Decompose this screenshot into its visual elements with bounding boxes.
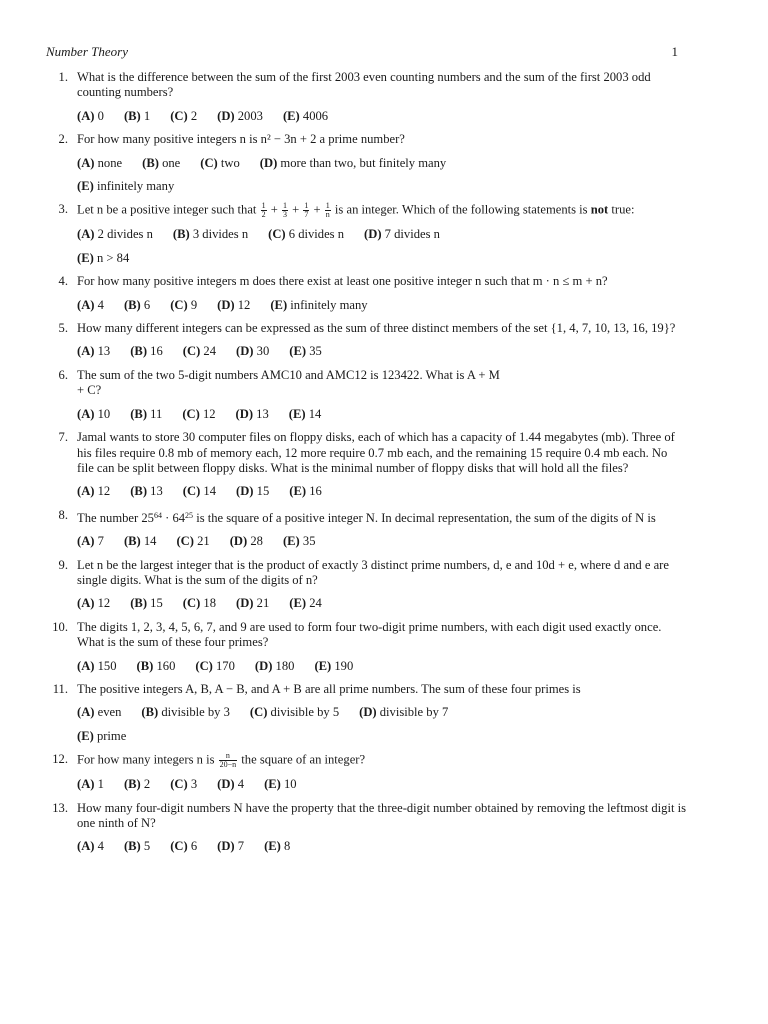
choice-letter: (D) [236,344,254,359]
choice-text: 12 [94,484,111,499]
choice-letter: (E) [289,344,307,359]
choice-text: 13 [94,344,111,359]
choice-row [77,179,686,194]
choice-text: 24 [306,596,322,611]
answer-choice [236,344,269,359]
fraction: $\frac{1}{n}$ [325,201,330,220]
problem [46,132,686,194]
answer-choice [359,705,448,720]
answer-choice [124,534,157,549]
choice-letter: (D) [217,297,235,312]
choice-text: 35 [299,534,316,549]
problem-text: The positive integers A, B, A − B, and A + B are all prime numbers. The sum of these four primes is [77,681,581,696]
answer-choice [141,705,230,720]
choice-row [77,777,686,792]
choice-letter: (E) [77,250,94,265]
answer-choice [77,484,110,499]
answer-choice [77,298,104,313]
choice-row [77,839,686,854]
answer-choice [260,156,446,171]
answer-choice [183,344,216,359]
problem-text: The digits 1, 2, 3, 4, 5, 6, 7, and 9 are used to form four two-digit prime numbers, with each digit used exactly once. What is the sum of these four primes? [77,619,662,650]
answer-choice [124,298,150,313]
problem [46,508,686,550]
answer-choice [170,777,197,792]
choice-letter: (D) [217,108,235,123]
choice-text: 10 [94,406,111,421]
choice-text: 13 [253,406,269,421]
choice-text: more than two, but finitely many [277,155,447,170]
problem-number: 10. [52,619,68,634]
choice-text: prime [93,728,127,743]
answer-choice [130,344,163,359]
problem-text: The number $25^{64} \cdot 64^{25}$ is the square of a positive integer N. In decimal representation, the sum of the digits of N is [77,510,656,525]
answer-choices [77,839,686,854]
answer-choice [137,659,176,674]
choice-row [77,251,686,266]
answer-choice [170,109,197,124]
answer-choice [217,298,250,313]
choice-text: 18 [200,596,217,611]
choice-letter: (B) [130,344,148,359]
choice-text: infinitely many [287,297,368,312]
answer-choice [130,484,163,499]
answer-choice [77,179,174,194]
fraction: $\frac{n}{20-n}$ [219,751,237,770]
problem-text: Let n be a positive integer such that $\frac{1}{2}$ + $\frac{1}{3}$ + $\frac{1}{7}$ + $\frac{1}{n}$ is an integer. Which of the following statements is not true: [77,201,635,220]
choice-text: 14 [140,534,157,549]
answer-choices [77,534,686,549]
fraction: $\frac{1}{7}$ [304,201,309,220]
problem-number: 5. [58,321,68,336]
problem-number: 1. [58,70,68,84]
answer-choice [264,839,290,854]
choice-text: two [217,155,240,170]
choice-text: 170 [212,658,235,673]
problem-text: For how many positive integers m does there exist at least one positive integer n such that m · n ≤ m + n? [77,274,608,289]
choice-letter: (B) [142,155,159,170]
answer-choice [289,344,322,359]
choice-row [77,109,686,124]
answer-choices [77,227,686,266]
problem-number: 3. [58,202,68,217]
choice-letter: (B) [172,227,190,242]
problem [46,274,686,313]
choice-text: 9 [187,297,198,312]
choice-text: 12 [94,596,111,611]
answer-choice [77,251,129,266]
choice-row [77,705,686,720]
answer-choice [130,407,162,422]
answer-choice [77,839,104,854]
choice-letter: (E) [77,728,94,743]
choice-letter: (E) [289,596,307,611]
choice-text: 0 [94,108,104,123]
answer-choice [283,109,328,124]
answer-choice [183,484,216,499]
problem-number: 12. [52,752,68,767]
choice-text: 6 divides n [285,227,345,242]
problem-text: What is the difference between the sum of the first 2003 even counting numbers and the sum of the first 2003 odd counting numbers? [77,70,651,100]
choice-text: divisible by 5 [267,705,340,720]
choice-text: 4006 [299,108,329,123]
answer-choices [77,596,686,611]
choice-letter: (E) [77,179,94,194]
answer-choice [77,109,104,124]
choice-letter: (D) [236,596,254,611]
choice-letter: (A) [77,484,95,499]
problem [46,558,686,612]
choice-text: 3 [187,777,198,792]
choice-text: 160 [153,658,176,673]
choice-letter: (E) [264,777,281,792]
answer-choice [217,109,263,124]
choice-letter: (C) [268,227,286,242]
choice-text: 13 [147,484,163,499]
choice-text: 7 [234,839,245,854]
choice-row [77,344,686,359]
problem-list [46,70,686,863]
problem [46,321,686,360]
choice-text: 2 [187,108,198,123]
choice-letter: (C) [200,155,218,170]
choice-letter: (C) [195,658,213,673]
choice-letter: (B) [123,777,141,792]
problem-number: 11. [52,681,68,696]
answer-choices [77,407,686,422]
problem [46,368,686,422]
choice-text: 4 [94,297,104,312]
choice-letter: (C) [182,406,200,421]
answer-choice [173,227,248,242]
problem-number: 2. [58,132,68,147]
choice-text: divisible by 7 [376,705,449,720]
choice-text: 150 [94,658,117,673]
answer-choices [77,156,686,195]
choice-text: 21 [193,534,210,549]
problem [46,620,686,674]
problem-text: The sum of the two 5-digit numbers AMC10 and AMC12 is 123422. What is A + M + C? [77,367,500,398]
choice-text: 16 [147,344,163,359]
choice-letter: (E) [270,297,288,312]
answer-choice [77,777,104,792]
choice-row [77,729,686,744]
choice-text: 14 [305,406,322,421]
answer-choice [176,534,209,549]
choice-letter: (C) [176,534,194,549]
choice-text: 15 [253,484,270,499]
choice-text: none [94,155,123,170]
answer-choice [130,596,163,611]
answer-choices [77,298,686,313]
answer-choices [77,705,686,744]
answer-choice [195,659,235,674]
answer-choice [217,839,244,854]
problem-number: 13. [52,800,68,815]
choice-letter: (C) [170,297,188,312]
choice-text: even [94,705,122,720]
choice-letter: (D) [235,406,254,421]
choice-letter: (B) [130,484,148,499]
answer-choice [364,227,440,242]
answer-choices [77,344,686,359]
page-header [46,44,678,60]
choice-letter: (E) [288,406,306,421]
answer-choice [77,659,117,674]
choice-letter: (C) [182,596,201,611]
choice-text: 12 [234,297,251,312]
answer-choice [289,484,322,499]
choice-letter: (A) [77,297,95,312]
choice-letter: (B) [130,406,148,421]
answer-choice [77,596,110,611]
problem-text: For how many integers n is $\frac{n}{20-n}$ the square of an integer? [77,751,366,770]
choice-text: 3 divides n [189,227,249,242]
choice-text: 35 [306,344,322,359]
choice-letter: (C) [170,777,188,792]
choice-text: 2 [140,777,151,792]
choice-letter: (B) [141,705,159,720]
choice-letter: (A) [77,227,95,242]
choice-letter: (B) [123,108,141,123]
choice-text: 6 [187,839,198,854]
choice-text: 21 [253,596,270,611]
choice-letter: (A) [77,344,95,359]
choice-letter: (C) [170,108,188,123]
choice-text: 1 [94,777,104,792]
answer-choices [77,109,686,124]
choice-text: 7 divides n [381,227,440,242]
answer-choice [124,839,150,854]
answer-choice [289,407,322,422]
choice-text: 4 [94,839,104,854]
answer-choice [77,227,153,242]
choice-letter: (E) [314,658,332,673]
choice-text: n > 84 [93,250,130,265]
choice-text: infinitely many [93,179,175,194]
choice-row [77,298,686,313]
choice-row [77,596,686,611]
choice-text: 6 [140,297,151,312]
choice-letter: (C) [182,344,201,359]
answer-choice [183,596,216,611]
choice-letter: (E) [282,534,300,549]
choice-text: 5 [140,839,151,854]
choice-letter: (D) [217,777,235,792]
choice-text: 2003 [234,108,263,123]
choice-letter: (B) [136,658,154,673]
choice-letter: (E) [289,484,307,499]
answer-choice [217,777,244,792]
choice-row [77,227,686,242]
choice-text: 2 divides n [94,227,153,242]
choice-letter: (A) [77,534,95,549]
answer-choice [170,839,197,854]
choice-text: 15 [147,596,163,611]
answer-choice [264,777,297,792]
answer-choice [270,298,367,313]
choice-text: 11 [147,406,163,421]
choice-letter: (D) [229,534,248,549]
section-title: Number Theory [46,44,128,59]
choice-letter: (E) [264,839,281,854]
problem [46,752,686,792]
answer-choices [77,484,686,499]
choice-text: 16 [306,484,322,499]
answer-choice [289,596,322,611]
problem [46,430,686,500]
choice-text: 180 [272,658,295,673]
problem-number: 8. [58,507,68,522]
choice-letter: (D) [259,155,278,170]
choice-letter: (B) [123,534,141,549]
choice-letter: (D) [254,658,273,673]
answer-choices [77,777,686,792]
choice-text: divisible by 3 [158,705,230,720]
choice-letter: (D) [236,484,254,499]
problem [46,682,686,744]
problem [46,70,686,124]
answer-choice [77,407,110,422]
fraction: $\frac{1}{2}$ [261,201,266,220]
choice-letter: (A) [77,108,95,123]
answer-choice [77,729,126,744]
answer-choice [124,109,150,124]
choice-letter: (E) [282,108,300,123]
choice-row [77,407,686,422]
choice-text: 190 [331,658,354,673]
fraction: $\frac{1}{3}$ [282,201,287,220]
answer-choice [236,484,269,499]
problem [46,202,686,266]
page-number: 1 [671,44,678,59]
answer-choice [200,156,240,171]
choice-letter: (D) [359,705,377,720]
answer-choice [182,407,215,422]
answer-choices [77,659,686,674]
problem-number: 7. [58,430,68,445]
choice-text: 7 [94,534,104,549]
problem-number: 6. [58,367,68,382]
problem-text: Let n be the largest integer that is the product of exactly 3 distinct prime numbers, d, e and 10d + e, where d and e are single digits. What is the sum of the digits of n? [77,557,669,587]
answer-choice [77,156,122,171]
choice-letter: (C) [249,705,268,720]
answer-choice [124,777,150,792]
choice-text: 30 [253,344,270,359]
choice-letter: (A) [77,705,95,720]
choice-letter: (B) [130,596,148,611]
choice-text: 4 [234,777,245,792]
answer-choice [77,344,110,359]
choice-row [77,484,686,499]
choice-row [77,659,686,674]
choice-letter: (A) [77,777,95,792]
choice-text: 8 [280,839,291,854]
choice-letter: (A) [77,406,95,421]
problem-text: How many four-digit numbers N have the property that the three-digit number obtained by removing the leftmost digit is one ninth of N? [77,800,687,830]
answer-choice [250,705,339,720]
choice-row [77,534,686,549]
choice-letter: (A) [77,658,95,673]
choice-text: 12 [199,406,216,421]
problem-number: 4. [58,274,68,289]
choice-text: 24 [200,344,217,359]
choice-text: 10 [280,777,297,792]
answer-choice [314,659,353,674]
problem-text: How many different integers can be expressed as the sum of three distinct members of the set {1, 4, 7, 10, 13, 16, 19}? [77,321,676,336]
problem [46,801,686,855]
answer-choice [77,705,121,720]
choice-letter: (C) [182,484,201,499]
answer-choice [77,534,104,549]
problem-text: Jamal wants to store 30 computer files on floppy disks, each of which has a capacity of 1.44 megabytes (mb). Three of his files require 0.8 mb of memory each, 12 more require 0.7 mb each, and the remaining 15 require 0.4 mb each. No file can be split between floppy disks. What is the minimal number of floppy disks that will hold all the files? [77,430,675,475]
choice-text: 14 [200,484,217,499]
answer-choice [283,534,316,549]
answer-choice [236,596,269,611]
choice-letter: (B) [123,297,141,312]
choice-letter: (D) [217,839,235,854]
answer-choice [230,534,263,549]
choice-row [77,156,686,171]
answer-choice [236,407,269,422]
choice-letter: (A) [77,596,95,611]
answer-choice [142,156,180,171]
answer-choice [255,659,295,674]
problem-text: For how many positive integers n is n² − 3n + 2 a prime number? [77,132,405,147]
choice-text: 1 [140,108,151,123]
choice-letter: (B) [123,839,141,854]
answer-choice [268,227,344,242]
choice-text: 28 [247,534,263,549]
answer-choice [170,298,197,313]
choice-letter: (C) [170,839,188,854]
choice-letter: (D) [364,227,382,242]
problem-number: 9. [58,557,68,572]
choice-letter: (A) [77,839,95,854]
choice-text: one [158,155,181,170]
choice-letter: (A) [77,155,95,170]
